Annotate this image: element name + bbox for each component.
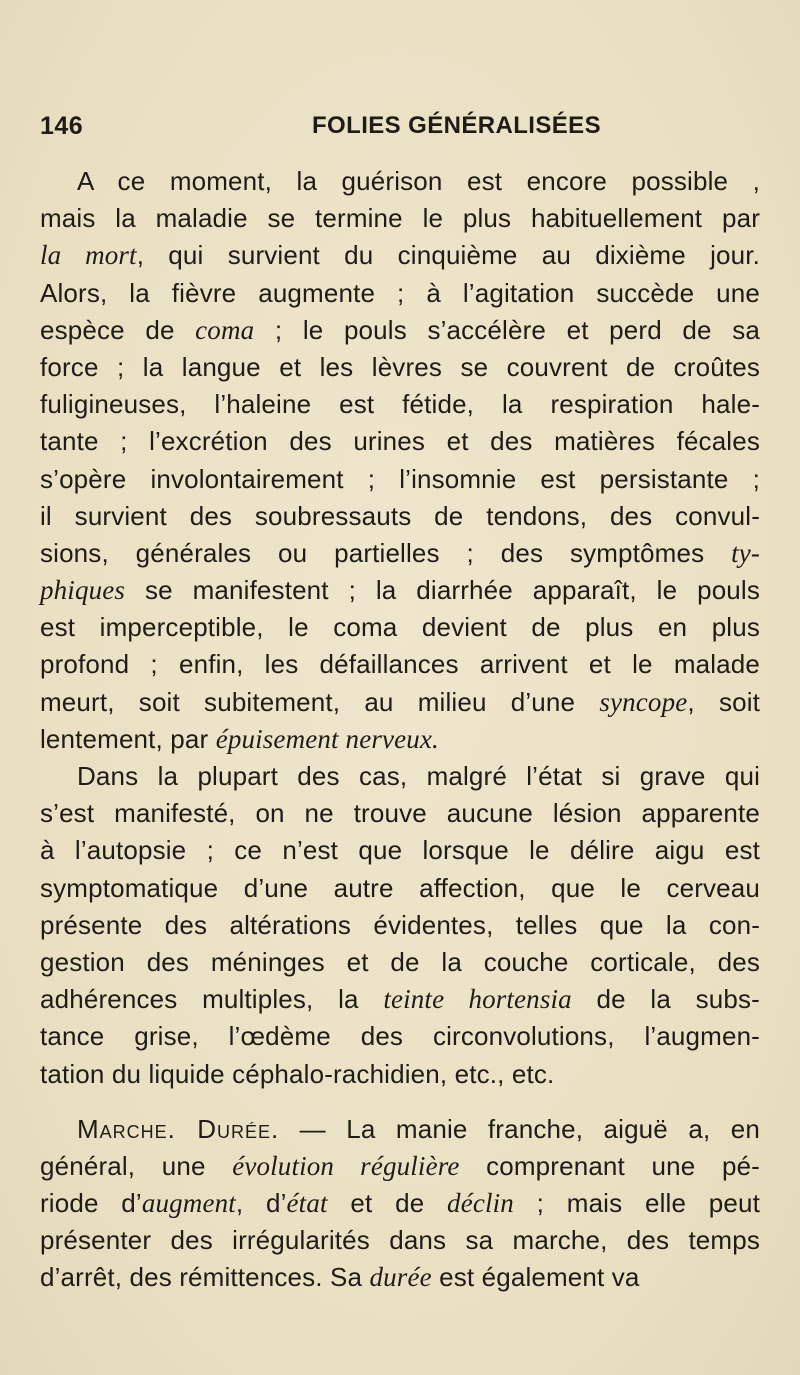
text-segment: Alors, la fièvre augmente ; à l’agitation succède une xyxy=(40,277,760,308)
text-segment: présenter des irrégularités dans sa marche, des temps xyxy=(40,1225,760,1256)
text-line xyxy=(40,832,760,869)
text-line xyxy=(40,1056,760,1093)
italic-text: évolution régulière xyxy=(232,1150,460,1181)
text-segment: mais la maladie se termine le plus habituellement par xyxy=(40,203,760,234)
paragraph xyxy=(40,758,760,1093)
text-segment: espèce de xyxy=(40,314,196,345)
text-line xyxy=(40,275,760,312)
italic-text: durée xyxy=(369,1262,432,1293)
text-line xyxy=(40,795,760,832)
text-segment: symptomatique d’une autre affection, que le cerveau xyxy=(40,872,760,903)
text-line xyxy=(40,423,760,460)
text-segment: , soit xyxy=(687,686,760,717)
text-line xyxy=(40,535,760,572)
text-segment: il survient des soubressauts de tendons, des convul- xyxy=(40,500,760,531)
page-header xyxy=(40,112,760,144)
italic-text: état xyxy=(286,1188,328,1219)
italic-text: ty- xyxy=(731,537,760,568)
text-line xyxy=(40,349,760,386)
text-line xyxy=(40,646,760,683)
text-line xyxy=(40,944,760,981)
text-line xyxy=(40,200,760,237)
text-line xyxy=(40,870,760,907)
text-segment: adhérences multiples, la xyxy=(40,984,384,1015)
italic-text: syncope xyxy=(599,686,688,717)
text-segment: fuligineuses, l’haleine est fétide, la respiration hale- xyxy=(40,389,760,420)
text-line xyxy=(40,721,760,758)
running-title: FOLIES GÉNÉRALISÉES xyxy=(312,112,601,139)
text-line xyxy=(40,1222,760,1259)
text-segment: Dans la plupart des cas, malgré l’état si grave qui xyxy=(77,761,760,791)
text-segment: force ; la langue et les lèvres se couvrent de croûtes xyxy=(40,351,760,382)
text-line xyxy=(40,461,760,498)
text-line xyxy=(40,1018,760,1055)
italic-text: déclin xyxy=(447,1188,514,1219)
text-line xyxy=(40,312,760,349)
text-segment: profond ; enfin, les défaillances arrivent et le malade xyxy=(40,649,760,680)
text-segment: — La manie franche, aiguë a, en xyxy=(279,1113,761,1144)
text-segment: lentement, par xyxy=(40,723,216,754)
text-segment: est imperceptible, le coma devient de plus en plus xyxy=(40,612,760,643)
text-segment: comprenant une pé- xyxy=(459,1150,760,1181)
text-segment: tance grise, l’œdème des circonvolutions, l’augmen- xyxy=(40,1021,760,1052)
page-number: 146 xyxy=(40,112,84,140)
text-segment: ; mais elle peut xyxy=(513,1188,760,1219)
text-segment: d’arrêt, des rémittences. Sa xyxy=(40,1262,370,1293)
text-line xyxy=(40,684,760,721)
text-segment: général, une xyxy=(40,1150,233,1181)
text-segment: à l’autopsie ; ce n’est que lorsque le délire aigu est xyxy=(40,835,760,866)
italic-text: la mort xyxy=(40,240,137,271)
text-segment: présente des altérations évidentes, telles que la con- xyxy=(40,909,760,940)
body-text xyxy=(40,163,760,1297)
text-line xyxy=(40,163,760,200)
text-segment: est également va xyxy=(431,1262,640,1293)
italic-text: épuisement nerveux. xyxy=(215,723,439,754)
text-line xyxy=(40,1148,760,1185)
italic-text: teinte hortensia xyxy=(383,984,572,1015)
text-segment: et de xyxy=(327,1188,448,1219)
text-segment: , qui survient du cinquième au dixième jour. xyxy=(136,240,760,271)
text-segment: s’est manifesté, on ne trouve aucune lésion apparente xyxy=(40,798,760,829)
text-line xyxy=(40,981,760,1018)
text-segment: tation du liquide céphalo-rachidien, etc., etc. xyxy=(40,1058,555,1089)
text-line xyxy=(40,758,760,795)
text-line xyxy=(40,1185,760,1222)
text-segment: s’opère involontairement ; l’insomnie est persistante ; xyxy=(40,463,760,494)
text-line xyxy=(40,237,760,274)
text-line xyxy=(40,498,760,535)
text-line xyxy=(40,609,760,646)
text-line xyxy=(40,572,760,609)
paragraph xyxy=(40,163,760,758)
text-line xyxy=(40,1259,760,1296)
paragraph xyxy=(40,1111,760,1297)
text-segment: sions, générales ou partielles ; des symptômes xyxy=(40,537,732,568)
text-segment: riode d’ xyxy=(40,1188,142,1219)
text-segment: gestion des méninges et de la couche corticale, des xyxy=(40,946,760,977)
text-segment: , d’ xyxy=(235,1188,287,1219)
text-segment: ; le pouls s’accélère et perd de sa xyxy=(254,314,760,345)
italic-text: augment xyxy=(141,1188,236,1219)
italic-text: phiques xyxy=(40,575,126,606)
text-segment: tante ; l’excrétion des urines et des matières fécales xyxy=(40,426,760,457)
text-segment: A ce moment, la guérison est encore possible , xyxy=(77,166,760,196)
text-line xyxy=(40,1111,760,1148)
section-heading: Marche. Durée. xyxy=(77,1113,280,1144)
italic-text: coma xyxy=(195,314,255,345)
text-segment: meurt, soit subitement, au milieu d’une xyxy=(40,686,600,717)
text-line xyxy=(40,907,760,944)
text-segment: se manifestent ; la diarrhée apparaît, le pouls xyxy=(125,575,760,606)
text-segment: de la subs- xyxy=(571,984,760,1015)
text-line xyxy=(40,386,760,423)
